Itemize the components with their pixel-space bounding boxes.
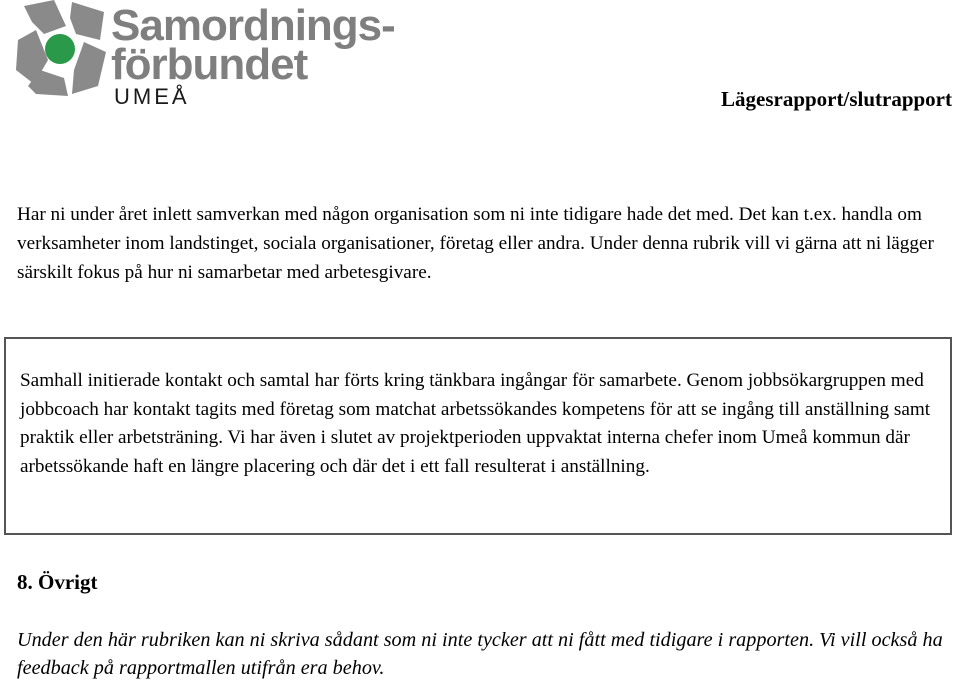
section-heading: 8. Övrigt	[17, 570, 98, 594]
organisation-logo	[14, 0, 395, 112]
document-title: Lägesrapport/slutrapport	[721, 87, 952, 111]
logo-wordmark-line1: Samordnings-	[111, 1, 395, 50]
logo-subline: UMEÅ	[114, 84, 190, 109]
section-hint-text: Under den här rubriken kan ni skriva sådant som ni inte tycker att ni fått med tidigare i rapporten. Vi vill också ha feedback på rapportmallen utifrån era behov.	[17, 629, 943, 679]
logo-wordmark-line2: förbundet	[111, 40, 308, 89]
answer-box	[4, 337, 952, 535]
samordningsforbundet-mark-icon	[14, 0, 108, 96]
answer-text: Samhall initierade kontakt och samtal har förts kring tänkbara ingångar för samarbete. Genom jobbsökargruppen med jobbcoach har kontakt tagits med företag som matchat arbetssökandes kompetens för att se ingång till anställning samt praktik eller arbetsträning. Vi har även i slutet av projektperioden uppvaktat interna chefer inom Umeå kommun där arbetssökande haft en längre placering och där det i ett fall resulterat i anställning.	[20, 370, 931, 477]
section-intro-text: Har ni under året inlett samverkan med någon organisation som ni inte tidigare hade det med. Det kan t.ex. handla om verksamheter inom landstinget, sociala organisationer, företag eller andra. Under denna rubrik vill vi gärna att ni lägger särskilt fokus på hur ni samarbetar med arbetesgivare.	[17, 204, 934, 283]
